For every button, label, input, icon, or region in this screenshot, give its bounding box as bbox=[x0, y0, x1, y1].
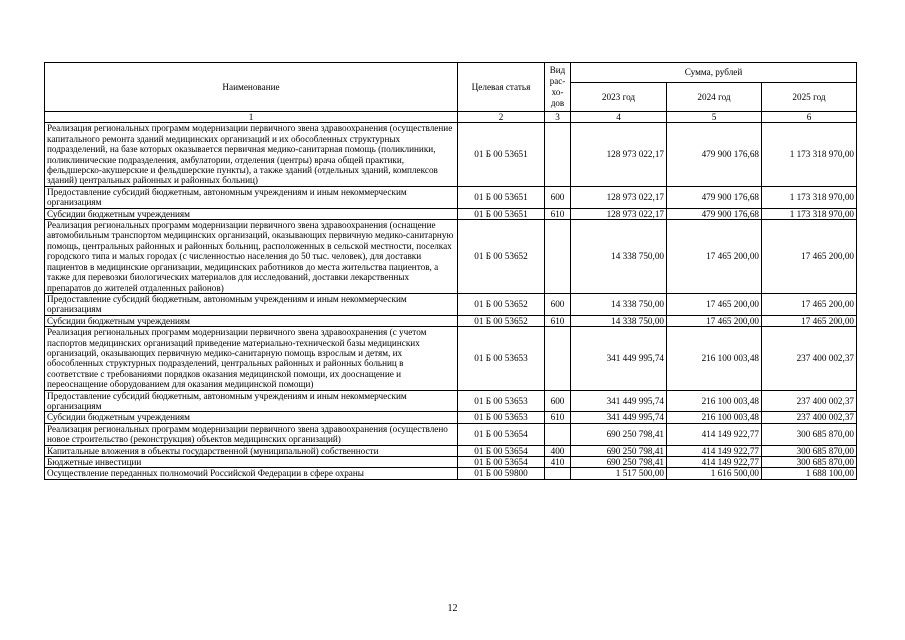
row-sum-2024: 216 100 003,48 bbox=[667, 390, 762, 412]
row-name: Предоставление субсидий бюджетным, автономным учреждениям и иным некоммерческим организациям bbox=[45, 186, 458, 208]
row-sum-2023: 690 250 798,41 bbox=[571, 423, 667, 445]
row-sum-2023: 1 517 500,00 bbox=[571, 468, 667, 479]
row-target-article: 01 Б 00 59800 bbox=[458, 468, 545, 479]
header-name: Наименование bbox=[45, 63, 458, 112]
row-name: Бюджетные инвестиции bbox=[45, 457, 458, 468]
row-sum-2025: 237 400 002,37 bbox=[762, 412, 857, 423]
row-target-article: 01 Б 00 53652 bbox=[458, 220, 545, 294]
row-sum-2023: 128 973 022,17 bbox=[571, 208, 667, 219]
row-sum-2023: 341 449 995,74 bbox=[571, 390, 667, 412]
row-sum-2025: 1 173 318 970,00 bbox=[762, 186, 857, 208]
row-name: Реализация региональных программ модернизации первичного звена здравоохранения (оснащение автомобильным транспортом медицинских организаций, оказывающих первичную медико-санитарную помощь, центральных районных и районных больниц, расположенных в сельской местности, поселках городского типа и малых городах (с численностью населения до 50 тыс. человек), для доставки пациентов в медицинские организации, медицинских работников до места жительства пациентов, а также для перевозки биологических материалов для исследований, доставки лекарственных препаратов до жителей отдаленных районов) bbox=[45, 220, 458, 294]
table-header bbox=[45, 63, 857, 123]
table-row bbox=[45, 412, 857, 423]
header-2024: 2024 год bbox=[667, 83, 762, 112]
budget-table bbox=[44, 62, 857, 480]
row-sum-2023: 128 973 022,17 bbox=[571, 123, 667, 186]
column-index: 6 bbox=[762, 112, 857, 123]
header-target-article: Целевая статья bbox=[458, 63, 545, 112]
row-target-article: 01 Б 00 53653 bbox=[458, 412, 545, 423]
row-target-article: 01 Б 00 53652 bbox=[458, 315, 545, 326]
row-target-article: 01 Б 00 53654 bbox=[458, 445, 545, 456]
row-target-article: 01 Б 00 53654 bbox=[458, 457, 545, 468]
row-sum-2024: 17 465 200,00 bbox=[667, 220, 762, 294]
row-sum-2023: 14 338 750,00 bbox=[571, 220, 667, 294]
row-sum-2024: 414 149 922,77 bbox=[667, 423, 762, 445]
row-target-article: 01 Б 00 53651 bbox=[458, 208, 545, 219]
row-expense-type bbox=[545, 468, 571, 479]
row-sum-2023: 14 338 750,00 bbox=[571, 315, 667, 326]
row-expense-type: 610 bbox=[545, 315, 571, 326]
row-name: Субсидии бюджетным учреждениям bbox=[45, 412, 458, 423]
row-target-article: 01 Б 00 53651 bbox=[458, 123, 545, 186]
row-expense-type bbox=[545, 327, 571, 390]
row-sum-2025: 237 400 002,37 bbox=[762, 390, 857, 412]
row-sum-2025: 17 465 200,00 bbox=[762, 293, 857, 315]
row-expense-type: 410 bbox=[545, 457, 571, 468]
header-2023: 2023 год bbox=[571, 83, 667, 112]
row-expense-type: 610 bbox=[545, 412, 571, 423]
row-expense-type: 600 bbox=[545, 390, 571, 412]
row-sum-2025: 300 685 870,00 bbox=[762, 445, 857, 456]
column-index: 5 bbox=[667, 112, 762, 123]
column-index: 2 bbox=[458, 112, 545, 123]
row-sum-2025: 1 173 318 970,00 bbox=[762, 208, 857, 219]
row-sum-2023: 690 250 798,41 bbox=[571, 445, 667, 456]
table-body bbox=[45, 123, 857, 479]
column-index-row bbox=[45, 112, 857, 123]
row-expense-type bbox=[545, 423, 571, 445]
row-expense-type: 400 bbox=[545, 445, 571, 456]
row-target-article: 01 Б 00 53652 bbox=[458, 293, 545, 315]
row-sum-2024: 479 900 176,68 bbox=[667, 123, 762, 186]
row-name: Капитальные вложения в объекты государственной (муниципальной) собственности bbox=[45, 445, 458, 456]
table-row bbox=[45, 220, 857, 294]
row-expense-type bbox=[545, 123, 571, 186]
table-row bbox=[45, 327, 857, 390]
header-sum: Сумма, рублей bbox=[571, 63, 857, 83]
header-2025: 2025 год bbox=[762, 83, 857, 112]
row-name: Реализация региональных программ модернизации первичного звена здравоохранения (осуществлено новое строительство (реконструкция) объектов медицинских организаций) bbox=[45, 423, 458, 445]
table-row bbox=[45, 390, 857, 412]
row-name: Субсидии бюджетным учреждениям bbox=[45, 208, 458, 219]
table-row bbox=[45, 293, 857, 315]
row-sum-2023: 341 449 995,74 bbox=[571, 412, 667, 423]
row-name: Осуществление переданных полномочий Российской Федерации в сфере охраны bbox=[45, 468, 458, 479]
row-sum-2024: 414 149 922,77 bbox=[667, 457, 762, 468]
row-name: Предоставление субсидий бюджетным, автономным учреждениям и иным некоммерческим организациям bbox=[45, 293, 458, 315]
row-expense-type: 600 bbox=[545, 186, 571, 208]
row-sum-2024: 216 100 003,48 bbox=[667, 327, 762, 390]
column-index: 1 bbox=[45, 112, 458, 123]
row-expense-type: 610 bbox=[545, 208, 571, 219]
row-expense-type: 600 bbox=[545, 293, 571, 315]
row-sum-2025: 300 685 870,00 bbox=[762, 423, 857, 445]
row-sum-2025: 237 400 002,37 bbox=[762, 327, 857, 390]
row-sum-2025: 300 685 870,00 bbox=[762, 457, 857, 468]
row-name: Предоставление субсидий бюджетным, автономным учреждениям и иным некоммерческим организациям bbox=[45, 390, 458, 412]
row-sum-2025: 17 465 200,00 bbox=[762, 220, 857, 294]
table-row bbox=[45, 208, 857, 219]
row-sum-2025: 1 173 318 970,00 bbox=[762, 123, 857, 186]
header-expense-type: Вид рас-хо-дов bbox=[545, 63, 571, 112]
row-name: Реализация региональных программ модернизации первичного звена здравоохранения (осуществление капитального ремонта зданий медицинских организаций и их обособленных структурных подразделений, на базе которых оказывается первичная медико-санитарная помощь (поликлиники, поликлинические подразделения, амбулатории, отделения (центры) врача общей практики, фельдшерско-акушерские и фельдшерские пункты), а также зданий (отдельных зданий, комплексов зданий) центральных районных и районных больниц) bbox=[45, 123, 458, 186]
row-sum-2024: 414 149 922,77 bbox=[667, 445, 762, 456]
table-row bbox=[45, 468, 857, 479]
table-row bbox=[45, 186, 857, 208]
row-sum-2024: 17 465 200,00 bbox=[667, 315, 762, 326]
page-number: 12 bbox=[447, 603, 458, 614]
row-target-article: 01 Б 00 53654 bbox=[458, 423, 545, 445]
row-sum-2024: 216 100 003,48 bbox=[667, 412, 762, 423]
row-sum-2025: 17 465 200,00 bbox=[762, 315, 857, 326]
row-sum-2024: 479 900 176,68 bbox=[667, 208, 762, 219]
column-index: 3 bbox=[545, 112, 571, 123]
row-sum-2023: 128 973 022,17 bbox=[571, 186, 667, 208]
table-row bbox=[45, 423, 857, 445]
row-target-article: 01 Б 00 53653 bbox=[458, 390, 545, 412]
table-row bbox=[45, 123, 857, 186]
row-target-article: 01 Б 00 53651 bbox=[458, 186, 545, 208]
column-index: 4 bbox=[571, 112, 667, 123]
row-sum-2023: 690 250 798,41 bbox=[571, 457, 667, 468]
row-sum-2023: 14 338 750,00 bbox=[571, 293, 667, 315]
row-sum-2024: 17 465 200,00 bbox=[667, 293, 762, 315]
table-row bbox=[45, 457, 857, 468]
table-row bbox=[45, 445, 857, 456]
row-target-article: 01 Б 00 53653 bbox=[458, 327, 545, 390]
row-expense-type bbox=[545, 220, 571, 294]
row-sum-2023: 341 449 995,74 bbox=[571, 327, 667, 390]
row-name: Реализация региональных программ модернизации первичного звена здравоохранения (с учетом паспортов медицинских организаций приведение материально-технической базы медицинских организаций, оказывающих первичную медико-санитарную помощь взрослым и детям, их обособленных структурных подразделений, центральных районных и районных больниц в соответствие с требованиями порядков оказания медицинской помощи, их дооснащение и переоснащение оборудованием для оказания медицинской помощи) bbox=[45, 327, 458, 390]
row-sum-2024: 479 900 176,68 bbox=[667, 186, 762, 208]
row-name: Субсидии бюджетным учреждениям bbox=[45, 315, 458, 326]
table-row bbox=[45, 315, 857, 326]
row-sum-2025: 1 688 100,00 bbox=[762, 468, 857, 479]
row-sum-2024: 1 616 500,00 bbox=[667, 468, 762, 479]
